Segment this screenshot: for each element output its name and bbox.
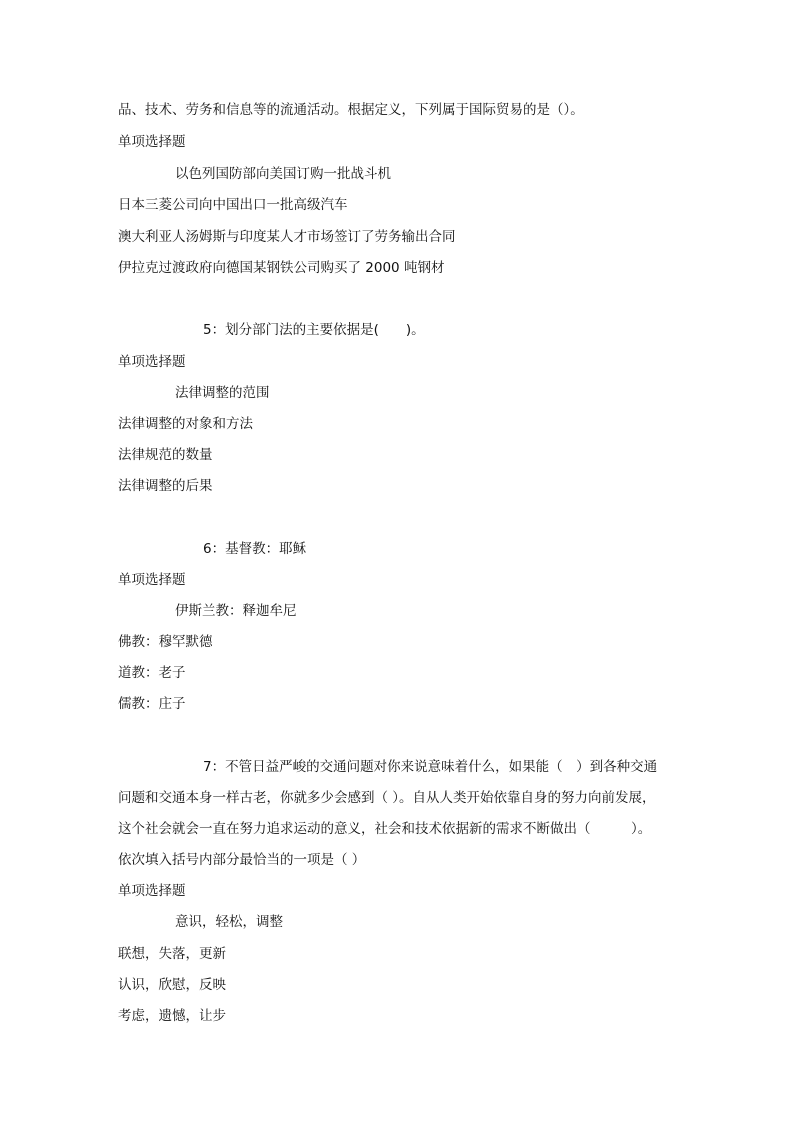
question-stem-line: 问题和交通本身一样古老，你就多少会感到（ ）。自从人类开始依靠自身的努力向前发展，	[118, 790, 656, 806]
question-type: 单项选择题	[118, 354, 186, 370]
question-stem: 5：划分部门法的主要依据是( )。	[203, 322, 425, 338]
question-type: 单项选择题	[118, 572, 186, 588]
option: 日本三菱公司向中国出口一批高级汽车	[118, 197, 348, 213]
question-type: 单项选择题	[118, 134, 186, 150]
option: 法律规范的数量	[118, 447, 213, 463]
option: 联想，失落，更新	[118, 946, 226, 962]
option: 意识，轻松，调整	[175, 914, 283, 930]
question-stem-line: 依次填入括号内部分最恰当的一项是（ ）	[118, 852, 366, 868]
question-type: 单项选择题	[118, 883, 186, 899]
option: 法律调整的范围	[175, 385, 270, 401]
option: 伊斯兰教：释迦牟尼	[175, 603, 297, 619]
question-stem: 品、技术、劳务和信息等的流通活动。根据定义，下列属于国际贸易的是（）。	[118, 102, 584, 118]
question-stem: 6：基督教：耶稣	[203, 541, 307, 557]
option: 法律调整的后果	[118, 478, 213, 494]
option: 儒教：庄子	[118, 696, 186, 712]
question-stem-line: 这个社会就会一直在努力追求运动的意义，社会和技术依据新的需求不断做出（ ）。	[118, 821, 652, 837]
option: 佛教：穆罕默德	[118, 634, 213, 650]
option: 考虑，遗憾，让步	[118, 1008, 226, 1024]
option: 以色列国防部向美国订购一批战斗机	[175, 166, 391, 182]
option: 澳大利亚人汤姆斯与印度某人才市场签订了劳务输出合同	[118, 229, 456, 245]
option: 道教：老子	[118, 665, 186, 681]
option: 法律调整的对象和方法	[118, 416, 253, 432]
question-stem-line: 7：不管日益严峻的交通问题对你来说意味着什么，如果能（ ）到各种交通	[203, 759, 658, 775]
option: 认识，欣慰，反映	[118, 977, 226, 993]
option: 伊拉克过渡政府向德国某钢铁公司购买了 2000 吨钢材	[118, 260, 445, 276]
